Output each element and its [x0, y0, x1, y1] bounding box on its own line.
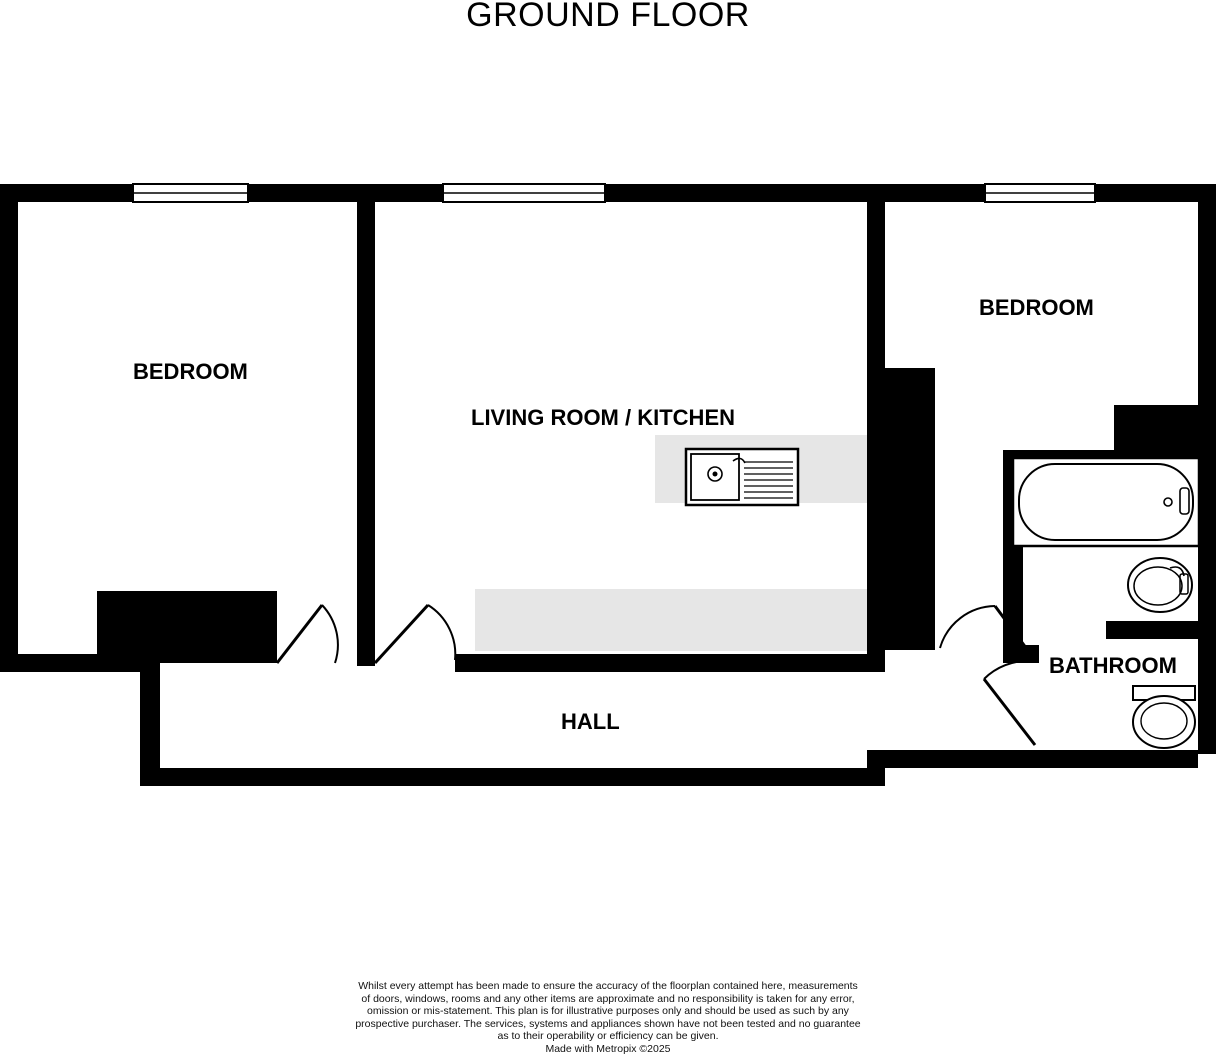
window-bedroom-left: [133, 184, 248, 202]
door-bathroom: [984, 661, 1035, 745]
disclaimer-line-4: prospective purchaser. The services, systems and appliances shown have not been tested and no guarantee: [355, 1017, 861, 1030]
disclaimer-text: [0, 980, 1216, 1056]
living-floor-shade: [475, 589, 867, 651]
room-label-bedroom-left: BEDROOM: [133, 359, 248, 384]
disclaimer-line-2: of doors, windows, rooms and any other items are approximate and no responsibility is taken for any error,: [361, 992, 855, 1005]
washbasin-icon: [1128, 558, 1192, 612]
wall-pier-living-right: [877, 368, 935, 650]
toilet-icon: [1133, 686, 1195, 748]
kitchen-sink-icon: [686, 449, 798, 505]
wall-bathroom-notch: [1114, 405, 1198, 453]
wall-between-bedroom-living: [357, 190, 375, 666]
wall-hall-left: [140, 654, 160, 786]
window-bedroom-right: [985, 184, 1095, 202]
wall-exterior-right: [1198, 184, 1216, 754]
room-label-hall: HALL: [561, 709, 620, 734]
room-label-bedroom-right: BEDROOM: [979, 295, 1094, 320]
room-label-bathroom: BATHROOM: [1049, 653, 1177, 678]
disclaimer-line-3: omission or mis-statement. This plan is for illustrative purposes only and should be used as such by any: [367, 1005, 849, 1018]
wall-living-bottom: [455, 654, 885, 672]
wall-hall-step: [867, 750, 885, 786]
wall-hall-bottom: [140, 768, 885, 786]
door-bedroom-left: [277, 605, 338, 663]
cupboard-bedroom-left: [97, 591, 277, 663]
wall-exterior-left: [0, 184, 18, 672]
door-living-room: [375, 605, 455, 663]
disclaimer-line-5: as to their operability or efficiency can be given.: [497, 1030, 719, 1043]
wall-bathroom-right-stub: [1106, 621, 1198, 639]
disclaimer-line-1: Whilst every attempt has been made to ensure the accuracy of the floorplan contained here, measurements: [358, 980, 858, 992]
disclaimer-credit: Made with Metropix ©2025: [545, 1042, 671, 1055]
page-title: GROUND FLOOR: [466, 0, 750, 34]
room-label-living-kitchen: LIVING ROOM / KITCHEN: [471, 405, 735, 430]
bathtub-icon: [1013, 458, 1199, 546]
window-living-room: [443, 184, 605, 202]
wall-hall-bottom-right: [867, 750, 1198, 768]
